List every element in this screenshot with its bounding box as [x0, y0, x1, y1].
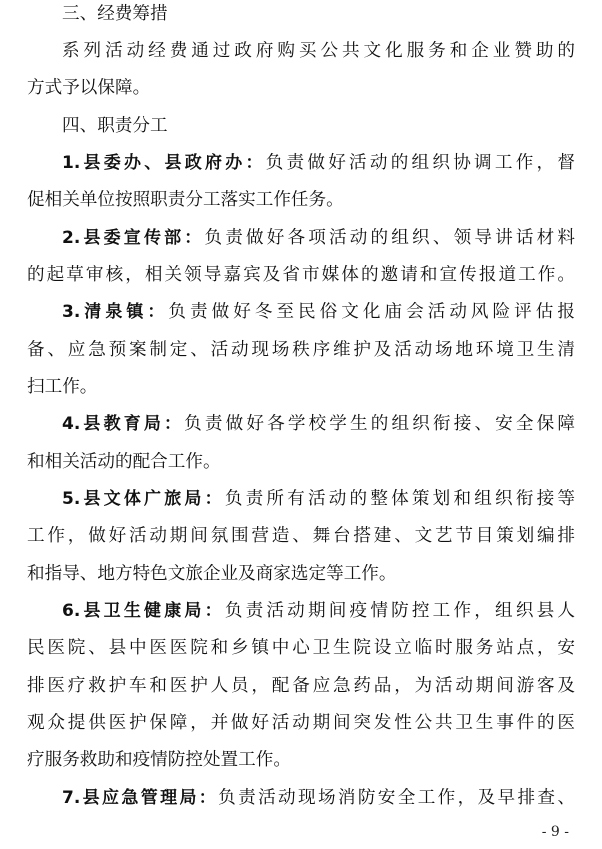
duty-7-department: 7.县应急管理局：	[62, 788, 219, 808]
section-heading-duties: 四、职责分工	[62, 116, 168, 136]
duty-5-line-2: 工作，做好活动期间氛围营造、舞台搭建、文艺节目策划编排	[27, 526, 575, 546]
duty-1-text: 负责做好活动的组织协调工作，督	[265, 153, 575, 173]
duty-1-department: 1.县委办、县政府办：	[62, 153, 266, 173]
duty-2-line-2: 的起草审核，相关领导嘉宾及省市媒体的邀请和宣传报道工作。	[27, 265, 575, 285]
duty-3-line-2: 备、应急预案制定、活动现场秩序维护及活动场地环境卫生清	[27, 340, 575, 360]
duty-4-line-2: 和相关活动的配合工作。	[27, 452, 221, 472]
duty-2-text: 负责做好各项活动的组织、领导讲话材料	[204, 228, 575, 248]
duty-5-text: 负责所有活动的整体策划和组织衔接等	[224, 489, 575, 509]
duty-5-department: 5.县文体广旅局：	[62, 489, 225, 509]
duty-4-line-1	[62, 412, 575, 438]
duty-3-text: 负责做好冬至民俗文化庙会活动风险评估报	[168, 302, 575, 322]
duty-1-line-1	[62, 151, 575, 177]
duty-4-text: 负责做好各学校学生的组织衔接、安全保障	[184, 414, 575, 434]
duty-1-line-2: 促相关单位按照职责分工落实工作任务。	[27, 190, 344, 210]
duty-6-line-1	[62, 599, 575, 625]
duty-5-line-3: 和指导、地方特色文旅企业及商家选定等工作。	[27, 564, 397, 584]
duty-7-text: 负责活动现场消防安全工作，及早排查、	[218, 788, 575, 808]
duty-2-department: 2.县委宣传部：	[62, 228, 205, 248]
section-heading-funding: 三、经费筹措	[62, 4, 168, 24]
page-number: - 9 -	[541, 824, 569, 840]
funding-paragraph-line-2: 方式予以保障。	[27, 78, 151, 98]
duty-6-line-2: 民医院、县中医医院和乡镇中心卫生院设立临时服务站点，安	[27, 638, 575, 658]
funding-paragraph-line-1: 系列活动经费通过政府购买公共文化服务和企业赞助的	[62, 41, 575, 61]
duty-7-line-1	[62, 786, 575, 812]
duty-3-department: 3.清泉镇：	[62, 302, 169, 322]
duty-6-line-3: 排医疗救护车和医护人员，配备应急药品，为活动期间游客及	[27, 676, 575, 696]
duty-6-line-4: 观众提供医护保障，并做好活动期间突发性公共卫生事件的医	[27, 713, 575, 733]
duty-3-line-1	[62, 300, 575, 326]
duty-4-department: 4.县教育局：	[62, 414, 185, 434]
duty-6-line-5: 疗服务救助和疫情防控处置工作。	[27, 750, 291, 770]
duty-2-line-1	[62, 226, 575, 252]
duty-5-line-1	[62, 487, 575, 513]
duty-6-text: 负责活动期间疫情防控工作，组织县人	[224, 601, 575, 621]
duty-6-department: 6.县卫生健康局：	[62, 601, 225, 621]
duty-3-line-3: 扫工作。	[27, 377, 98, 397]
